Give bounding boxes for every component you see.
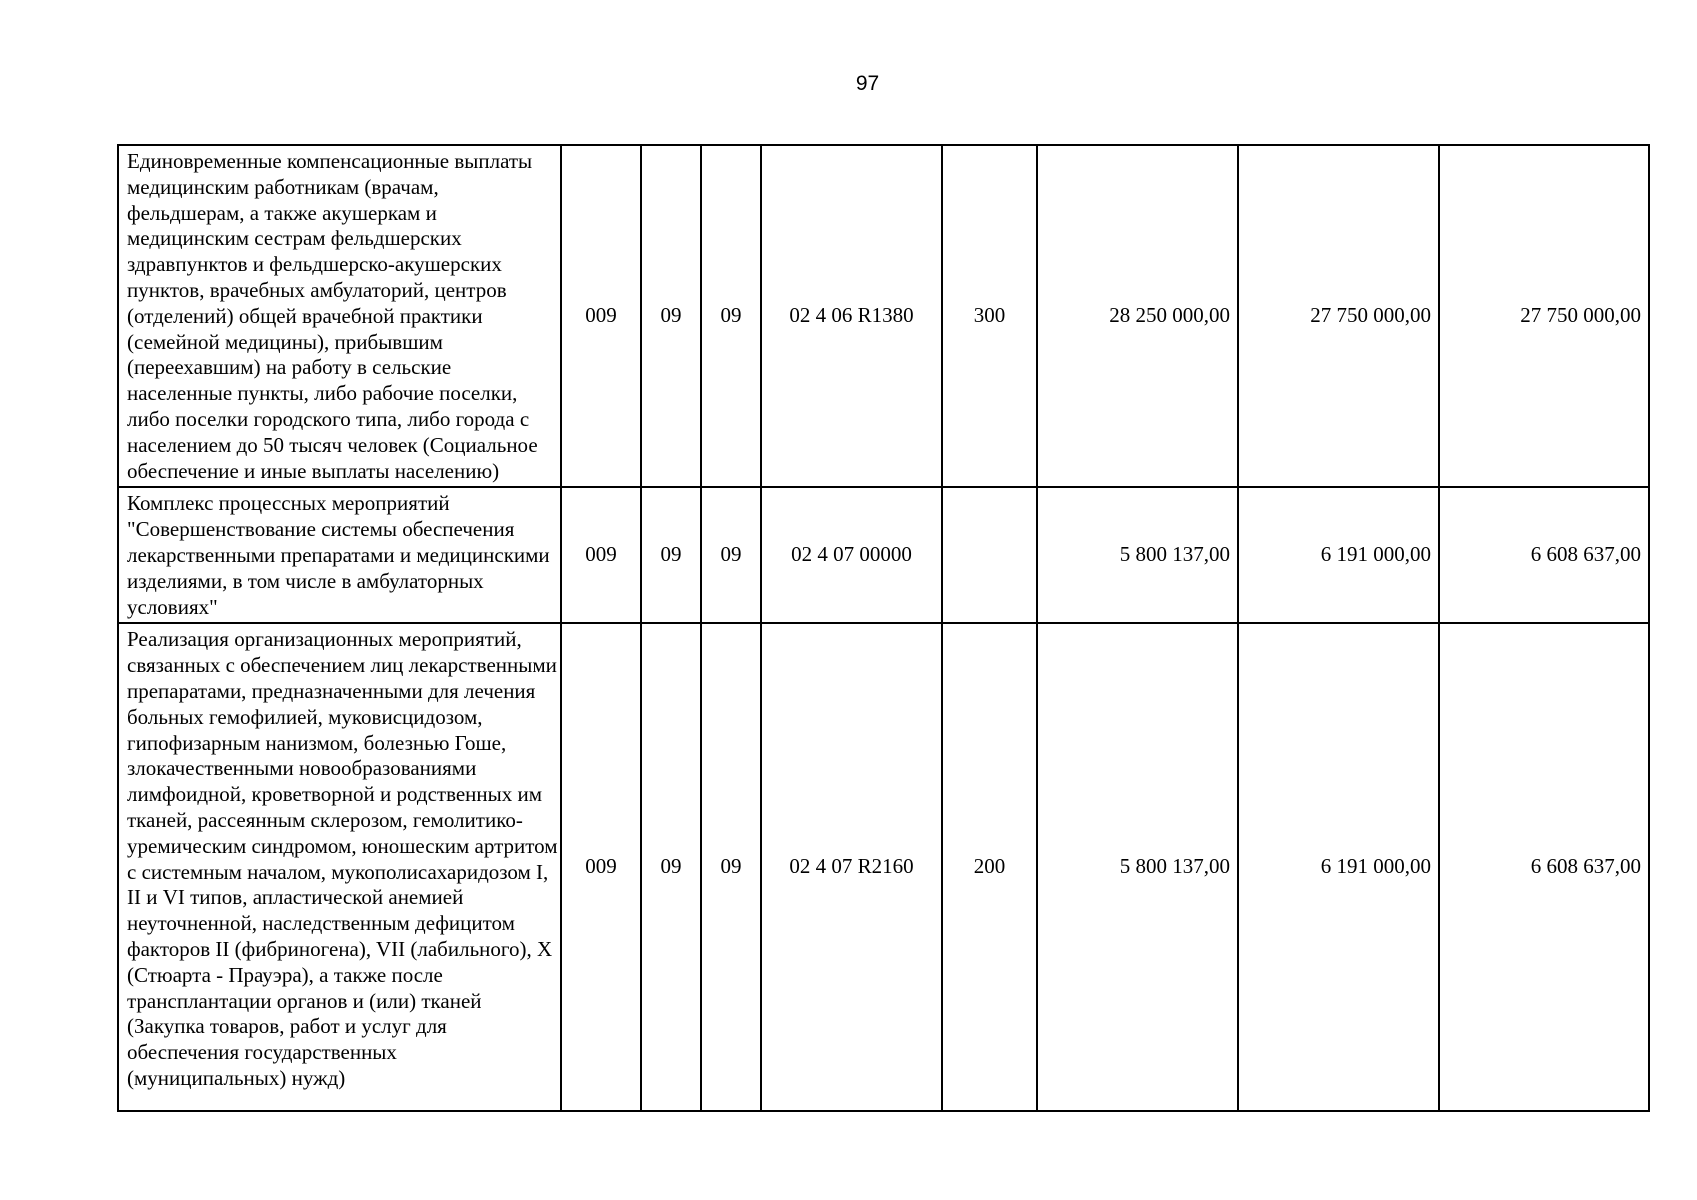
table-row: [118, 145, 1649, 487]
expense-type-code: 200: [942, 623, 1037, 1111]
row-description: Комплекс процессных мероприятий "Совершенствование системы обеспечения лекарственными препаратами и медицинскими изделиями, в том числе в амбулаторных условиях": [118, 487, 561, 623]
row-description: Реализация организационных мероприятий, связанных с обеспечением лиц лекарственными препаратами, предназначенными для лечения больных гемофилией, муковисцидозом, гипофизарным нанизмом, болезнью Гоше, злокачественными новообразованиями лимфоидной, кроветворной и родственных им тканей, рассеянным склерозом, гемолитико-уремическим синдромом, юношеским артритом с системным началом, мукополисахаридозом I, II и VI типов, апластической анемией неуточненной, наследственным дефицитом факторов II (фибриногена), VII (лабильного), X (Стюарта - Прауэра), а также после трансплантации органов и (или) тканей (Закупка товаров, работ и услуг для обеспечения государственных (муниципальных) нужд): [118, 623, 561, 1111]
amount-year-2: 27 750 000,00: [1238, 145, 1439, 487]
subsection-code: 09: [701, 145, 761, 487]
amount-year-1: 28 250 000,00: [1037, 145, 1238, 487]
section-code: 09: [641, 145, 701, 487]
row-description: Единовременные компенсационные выплаты медицинским работникам (врачам, фельдшерам, а также акушеркам и медицинским сестрам фельдшерских здравпунктов и фельдшерско-акушерских пунктов, врачебных амбулаторий, центров (отделений) общей врачебной практики (семейной медицины), прибывшим (переехавшим) на работу в сельские населенные пункты, либо рабочие поселки, либо поселки городского типа, либо города с населением до 50 тысяч человек (Социальное обеспечение и иные выплаты населению): [118, 145, 561, 487]
amount-year-3: 6 608 637,00: [1439, 623, 1649, 1111]
expense-type-code: [942, 487, 1037, 623]
amount-year-3: 27 750 000,00: [1439, 145, 1649, 487]
ministry-code: 009: [561, 145, 641, 487]
table-row: [118, 487, 1649, 623]
section-code: 09: [641, 487, 701, 623]
budget-table: [117, 144, 1650, 1112]
ministry-code: 009: [561, 487, 641, 623]
target-article-code: 02 4 06 R1380: [761, 145, 942, 487]
amount-year-3: 6 608 637,00: [1439, 487, 1649, 623]
subsection-code: 09: [701, 623, 761, 1111]
expense-type-code: 300: [942, 145, 1037, 487]
page-number: 97: [855, 72, 880, 95]
amount-year-1: 5 800 137,00: [1037, 623, 1238, 1111]
amount-year-2: 6 191 000,00: [1238, 623, 1439, 1111]
amount-year-1: 5 800 137,00: [1037, 487, 1238, 623]
section-code: 09: [641, 623, 701, 1111]
amount-year-2: 6 191 000,00: [1238, 487, 1439, 623]
ministry-code: 009: [561, 623, 641, 1111]
target-article-code: 02 4 07 R2160: [761, 623, 942, 1111]
target-article-code: 02 4 07 00000: [761, 487, 942, 623]
subsection-code: 09: [701, 487, 761, 623]
table-row: [118, 623, 1649, 1111]
